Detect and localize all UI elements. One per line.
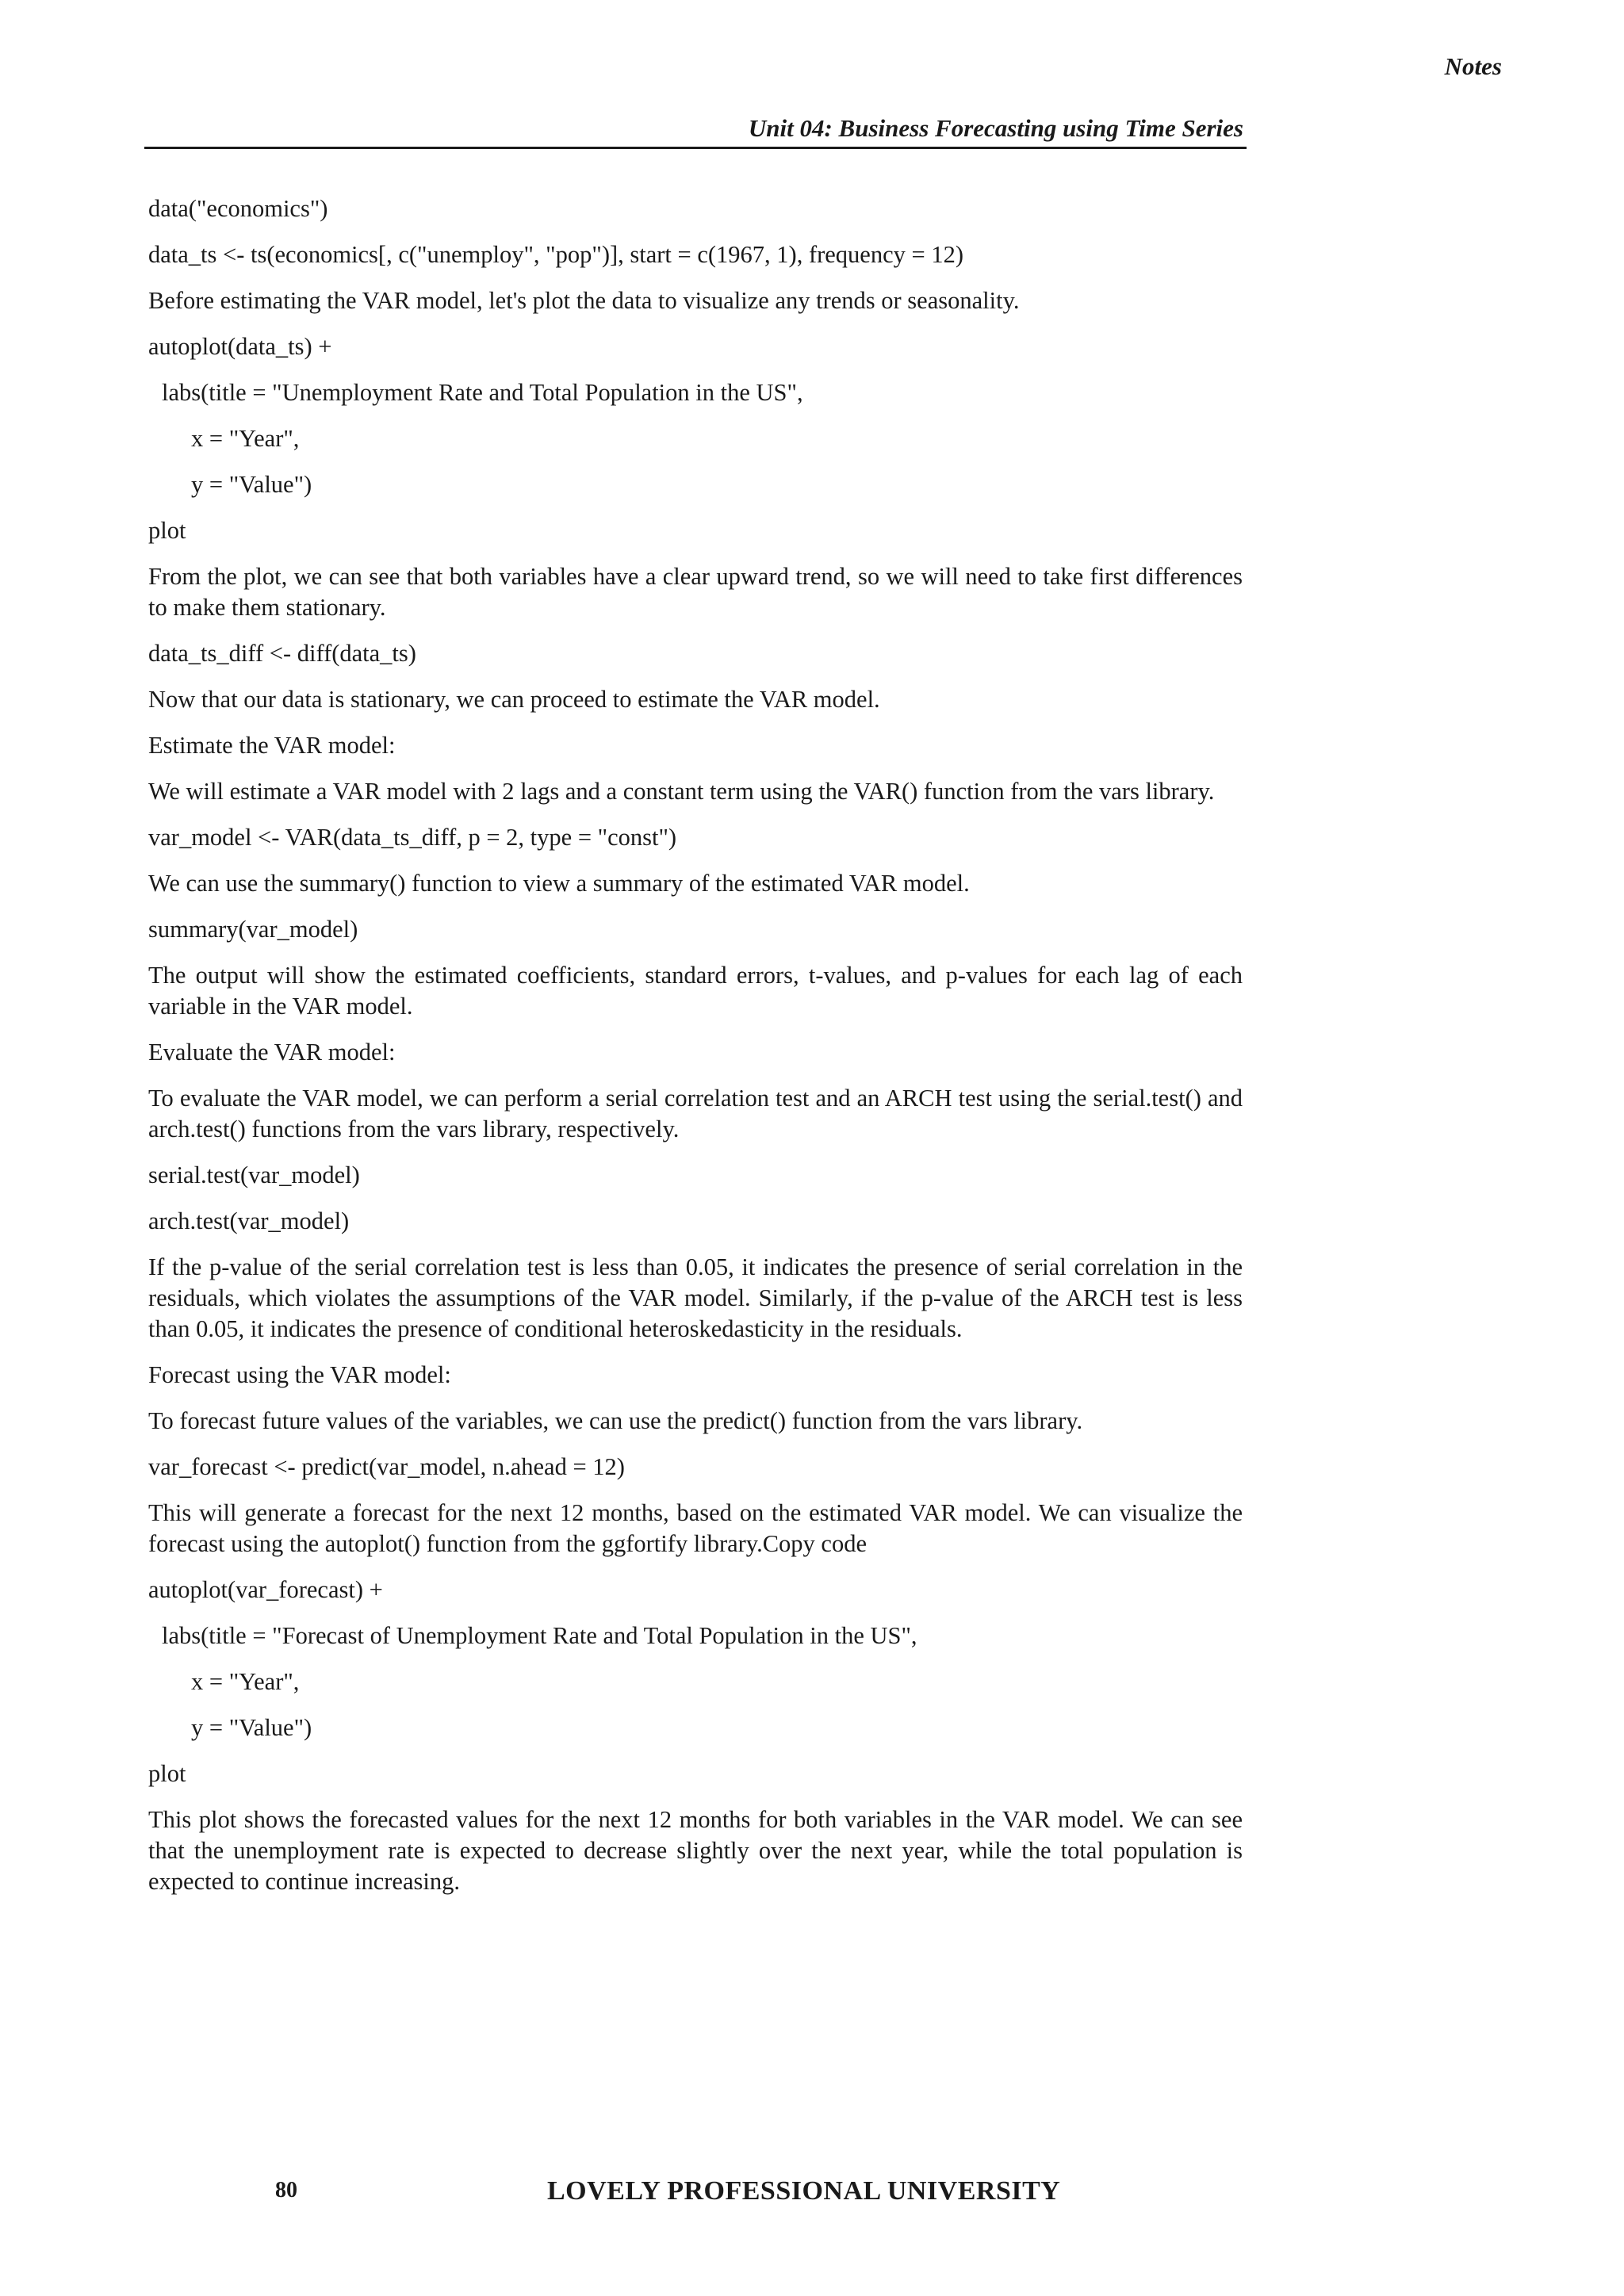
paragraph: Before estimating the VAR model, let's plot the data to visualize any trends or seasonality. [148,287,1020,314]
code-line: data_ts_diff <- diff(data_ts) [148,640,416,667]
code-line: data_ts <- ts(economics[, c("unemploy", "pop")], start = c(1967, 1), frequency = 12) [148,241,963,268]
section-label: Forecast using the VAR model: [148,1361,451,1388]
header-rule [144,147,1247,149]
unit-header: Unit 04: Business Forecasting using Time Series [748,114,1243,142]
paragraph: If the p-value of the serial correlation test is less than 0.05, it indicates the presence of serial correlation in the residuals, which violates the assumptions of the VAR model. Similarly, if the p-value of the ARCH test is less than 0.05, it indicates the presence of conditional heteroskedasticity in the residuals. [148,1253,1243,1342]
code-line: autoplot(data_ts) + [148,333,332,360]
code-line: summary(var_model) [148,916,358,943]
code-line: autoplot(var_forecast) + [148,1576,383,1603]
paragraph: The output will show the estimated coefficients, standard errors, t-values, and p-values for each lag of each variable in the VAR model. [148,962,1243,1020]
code-line: y = "Value") [191,471,312,498]
code-line: x = "Year", [191,425,300,452]
page-content [148,193,1243,1912]
code-line: labs(title = "Unemployment Rate and Total Population in the US", [162,379,803,406]
code-line: arch.test(var_model) [148,1207,350,1234]
paragraph: This plot shows the forecasted values for the next 12 months for both variables in the VAR model. We can see that the unemployment rate is expected to decrease slightly over the next year, while the total population is expected to continue increasing. [148,1806,1243,1895]
paragraph: To evaluate the VAR model, we can perform a serial correlation test and an ARCH test using the serial.test() and arch.test() functions from the vars library, respectively. [148,1085,1243,1142]
code-line: x = "Year", [191,1668,300,1695]
code-line: var_forecast <- predict(var_model, n.ahead = 12) [148,1453,625,1480]
paragraph: We will estimate a VAR model with 2 lags and a constant term using the VAR() function from the vars library. [148,778,1215,805]
section-label: Estimate the VAR model: [148,732,396,759]
paragraph: This will generate a forecast for the next 12 months, based on the estimated VAR model. We can visualize the forecast using the autoplot() function from the ggfortify library.Copy code [148,1499,1243,1557]
section-label: Evaluate the VAR model: [148,1039,396,1066]
code-line: plot [148,1760,186,1787]
paragraph: From the plot, we can see that both variables have a clear upward trend, so we will need to take first differences to make them stationary. [148,563,1243,621]
university-name: LOVELY PROFESSIONAL UNIVERSITY [547,2176,1061,2206]
code-line: y = "Value") [191,1714,312,1741]
notes-label: Notes [1444,52,1502,80]
paragraph: We can use the summary() function to view a summary of the estimated VAR model. [148,870,970,897]
code-line: serial.test(var_model) [148,1161,360,1188]
paragraph: To forecast future values of the variables, we can use the predict() function from the vars library. [148,1407,1083,1434]
page-number: 80 [275,2178,297,2202]
paragraph: Now that our data is stationary, we can proceed to estimate the VAR model. [148,686,880,713]
code-line: labs(title = "Forecast of Unemployment Rate and Total Population in the US", [162,1622,917,1649]
code-line: plot [148,517,186,544]
code-line: var_model <- VAR(data_ts_diff, p = 2, type = "const") [148,824,677,851]
code-line: data("economics") [148,195,328,222]
